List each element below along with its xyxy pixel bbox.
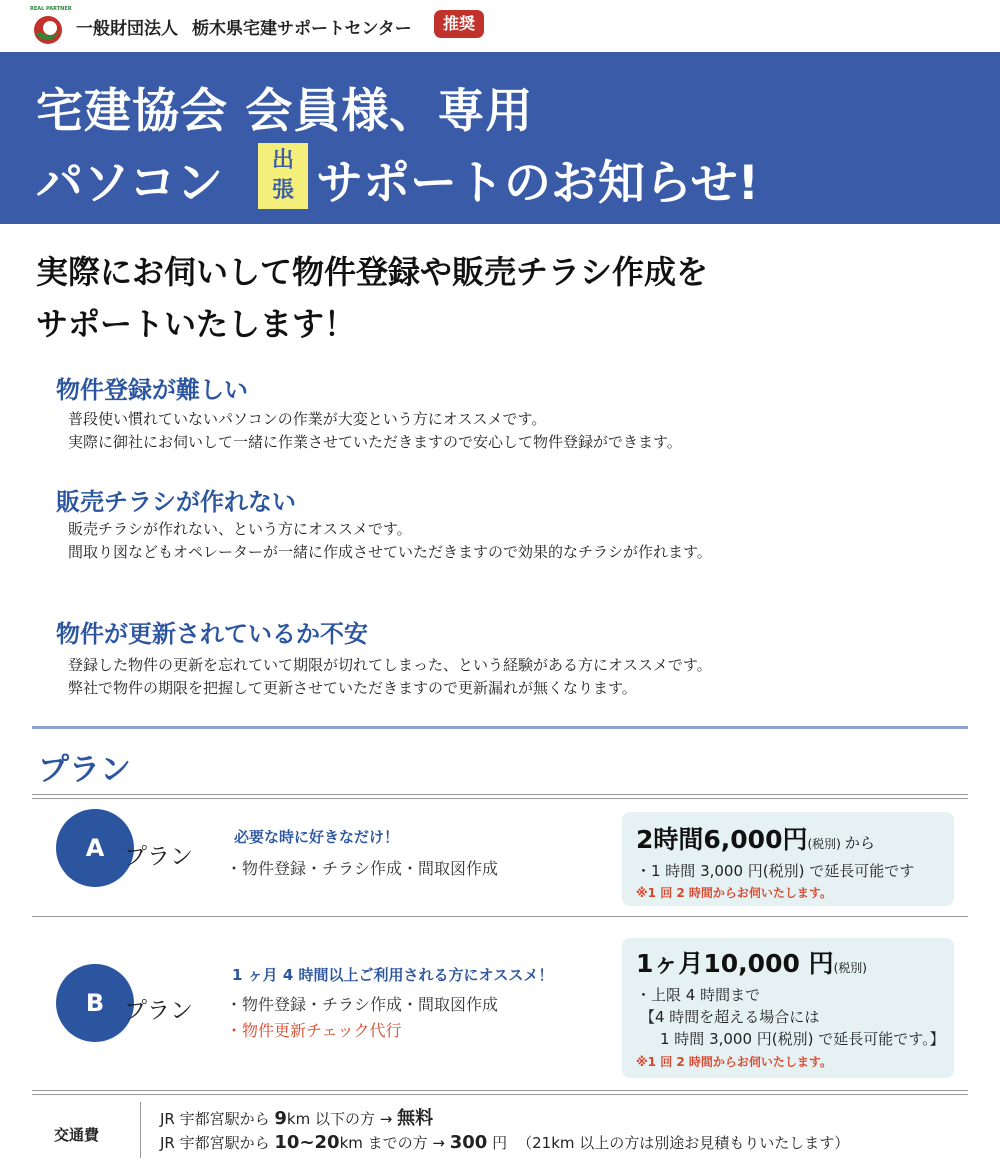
fee-divider — [140, 1102, 141, 1158]
lead-line1: 実際にお伺いして物件登録や販売チラシ作成を — [36, 253, 709, 291]
organization-name — [76, 14, 426, 39]
banner-title-line1: 宅建協会 会員様、専用 — [36, 84, 534, 139]
plan-a-price-amount: 2時間6,000円 — [636, 825, 808, 854]
feature-body-line: 実際に御社にお伺いして一緒に作業させていただきますので安心して物件登録ができます。 — [68, 433, 682, 451]
feature-body — [68, 654, 712, 700]
feature-body-line: 間取り図などもオペレーターが一緒に作成させていただきますので効果的なチラシが作れます。 — [68, 543, 712, 561]
banner-title-line2-start: パソコン — [36, 156, 224, 211]
feature-body-line: 販売チラシが作れない、という方にオススメです。 — [68, 520, 412, 538]
logo-lettering: REAL PARTNER — [30, 6, 72, 12]
section-divider — [32, 726, 968, 729]
transport-fee-line1 — [160, 1104, 433, 1130]
plan-a-price-note: ※1 回 2 時間からお伺いたします。 — [636, 886, 832, 900]
feature-body — [68, 408, 682, 454]
org-name: 栃木県宅建サポートセンター — [192, 19, 412, 39]
lead-text — [36, 246, 708, 350]
plan-b-price-note: ※1 回 2 時間からお伺いたします。 — [636, 1055, 832, 1069]
transport-fee-label: 交通費 — [54, 1126, 100, 1144]
on-site-tag-char1: 出 — [271, 148, 294, 173]
plan-b-price-line: 1 時間 3,000 円(税別) で延長可能です。】 — [660, 1030, 945, 1048]
fee-amount: 300 — [449, 1132, 488, 1153]
plan-b-item: ・物件登録・チラシ作成・間取図作成 — [226, 995, 499, 1014]
plan-b-price-tax: (税別) — [833, 961, 867, 975]
feature-body-line: 登録した物件の更新を忘れていて期限が切れてしまった、という経験がある方にオススメです。 — [68, 656, 712, 674]
organization-logo-icon — [28, 8, 68, 46]
top-bar — [0, 0, 1000, 52]
recommended-badge: 推奨 — [434, 10, 484, 38]
feature-body — [68, 518, 712, 564]
fee-text: JR 宇都宮駅から — [160, 1134, 275, 1152]
feature-title: 物件が更新されているか不安 — [56, 620, 368, 648]
fee-text: JR 宇都宮駅から — [160, 1110, 275, 1128]
fee-text: km 以下の方 → — [286, 1110, 398, 1128]
fee-distance: 10~20 — [274, 1132, 340, 1153]
org-type: 一般財団法人 — [76, 19, 178, 39]
plan-b-price-line: 【4 時間を超える場合には — [640, 1008, 820, 1026]
plan-b-tagline: 1 ヶ月 4 時間以上ご利用される方にオススメ！ — [232, 966, 554, 984]
plan-b-badge: B — [56, 964, 134, 1042]
on-site-tag-char2: 張 — [271, 178, 294, 203]
plan-a-badge: A — [56, 809, 134, 887]
plan-a-price-line: ・1 時間 3,000 円(税別) で延長可能です — [636, 862, 915, 880]
plan-a-word: プラン — [124, 844, 193, 870]
fee-note: （21km 以上の方は別途お見積もりいたします） — [517, 1134, 850, 1152]
plan-a-price — [636, 820, 875, 856]
fee-text: km までの方 → — [339, 1134, 450, 1152]
fee-amount: 無料 — [397, 1108, 434, 1129]
feature-body-line: 弊社で物件の期限を把握して更新させていただきますので更新漏れが無くなります。 — [68, 679, 637, 697]
plan-b-price — [636, 944, 867, 980]
fee-distance: 9 — [274, 1108, 287, 1129]
banner-title-line2-end: サポートのお知らせ! — [316, 156, 760, 211]
feature-body-line: 普段使い慣れていないパソコンの作業が大変という方にオススメです。 — [68, 410, 547, 428]
plan-a-price-suffix: から — [844, 834, 875, 852]
plans-top-rule — [32, 794, 968, 799]
plan-a-price-tax: (税別) — [807, 837, 841, 851]
fee-unit: 円 — [487, 1134, 508, 1152]
plan-b-price-line: ・上限 4 時間まで — [636, 986, 761, 1004]
plan-b-item-highlight: ・物件更新チェック代行 — [226, 1021, 402, 1040]
feature-title: 販売チラシが作れない — [56, 488, 296, 516]
on-site-tag — [258, 143, 308, 209]
plans-separator — [32, 916, 968, 917]
transport-fee-line2 — [160, 1132, 849, 1153]
feature-title: 物件登録が難しい — [56, 376, 248, 404]
plan-a-tagline: 必要な時に好きなだけ！ — [234, 828, 400, 846]
lead-line2: サポートいたします！ — [36, 305, 357, 343]
plans-bottom-rule — [32, 1090, 968, 1095]
plan-b-price-amount: 1ヶ月10,000 円 — [636, 949, 834, 978]
plan-b-word: プラン — [124, 998, 193, 1024]
plans-heading: プラン — [38, 752, 131, 788]
plan-a-item: ・物件登録・チラシ作成・間取図作成 — [226, 859, 499, 878]
